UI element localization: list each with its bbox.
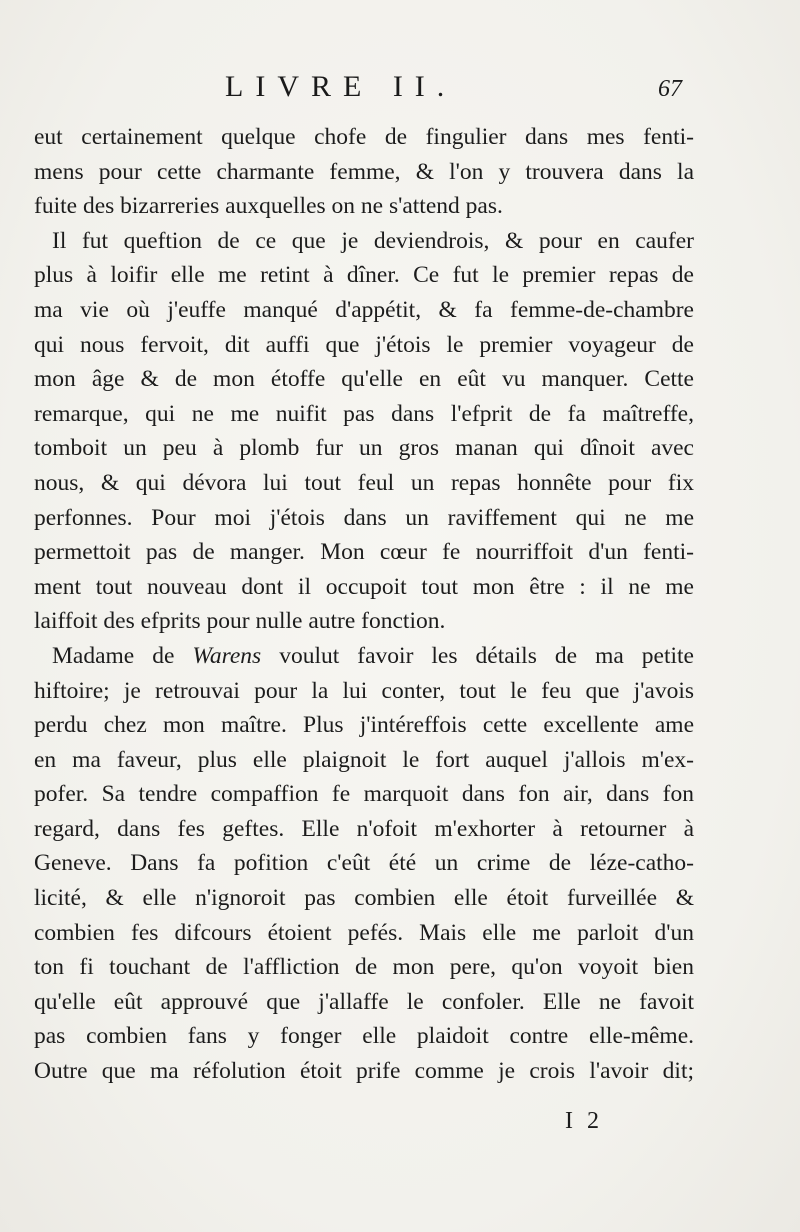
text-line: remarque, qui ne me nuifit pas dans l'efprit de fa maîtreffe, <box>34 400 694 427</box>
proper-name: Warens <box>192 642 262 669</box>
text-line: Madame de Warens voulut favoir les détails de ma petite <box>52 642 694 669</box>
text-line: eut certainement quelque chofe de fingulier dans mes fenti- <box>34 124 694 150</box>
text-line: permettoit pas de manger. Mon cœur fe nourriffoit d'un fenti- <box>34 539 694 566</box>
text-line: nous, & qui dévora lui tout feul un repas honnête pour fix <box>34 469 694 496</box>
text-line: mon âge & de mon étoffe qu'elle en eût vu manquer. Cette <box>34 366 694 393</box>
text-line: hiftoire; je retrouvai pour la lui conter, tout le feu que j'avois <box>34 677 694 704</box>
text-line: qui nous fervoit, dit auffi que j'étois le premier voyageur de <box>34 331 694 358</box>
text-line: licité, & elle n'ignoroit pas combien elle étoit furveillée & <box>34 885 694 912</box>
text-line: ment tout nouveau dont il occupoit tout mon être : il ne me <box>34 573 694 600</box>
text-line: en ma faveur, plus elle plaignoit le fort auquel j'allois m'ex- <box>34 746 694 773</box>
text-line: laiffoit des efprits pour nulle autre fonction. <box>34 608 446 635</box>
text-line: regard, dans fes geftes. Elle n'ofoit m'exhorter à retourner à <box>34 815 694 842</box>
page-number: 67 <box>658 76 682 102</box>
text-line: mens pour cette charmante femme, & l'on y trouvera dans la <box>34 158 694 185</box>
text-line: perdu chez mon maître. Plus j'intéreffois cette excellente ame <box>34 712 694 739</box>
text-line: qu'elle eût approuvé que j'allaffe le confoler. Elle ne favoit <box>34 988 694 1015</box>
text-line: Geneve. Dans fa pofition c'eût été un crime de léze-catho- <box>34 850 694 877</box>
text-line: combien fes difcours étoient pefés. Mais elle me parloit d'un <box>34 919 694 946</box>
running-title: LIVRE II. <box>225 70 457 103</box>
signature-mark: I 2 <box>565 1108 603 1134</box>
body-text <box>34 120 694 1089</box>
text-line: ma vie où j'euffe manqué d'appétit, & fa femme-de-chambre <box>34 296 694 323</box>
text-line: fuite des bizarreries auxquelles on ne s'attend pas. <box>34 193 503 220</box>
page-header <box>0 70 800 110</box>
text-line: plus à loifir elle me retint à dîner. Ce fut le premier repas de <box>34 262 694 289</box>
text-line: ton fi touchant de l'affliction de mon pere, qu'on voyoit bien <box>34 954 694 981</box>
text-line: Outre que ma réfolution étoit prife comme je crois l'avoir dit; <box>34 1058 694 1085</box>
text-line: pas combien fans y fonger elle plaidoit contre elle-même. <box>34 1023 694 1050</box>
text-line: tomboit un peu à plomb fur un gros manan qui dînoit avec <box>34 435 694 462</box>
text-line: pofer. Sa tendre compaffion fe marquoit dans fon air, dans fon <box>34 781 694 808</box>
text-line: Il fut queftion de ce que je deviendrois, & pour en caufer <box>52 227 694 254</box>
text-line: perfonnes. Pour moi j'étois dans un raviffement qui ne me <box>34 504 694 531</box>
